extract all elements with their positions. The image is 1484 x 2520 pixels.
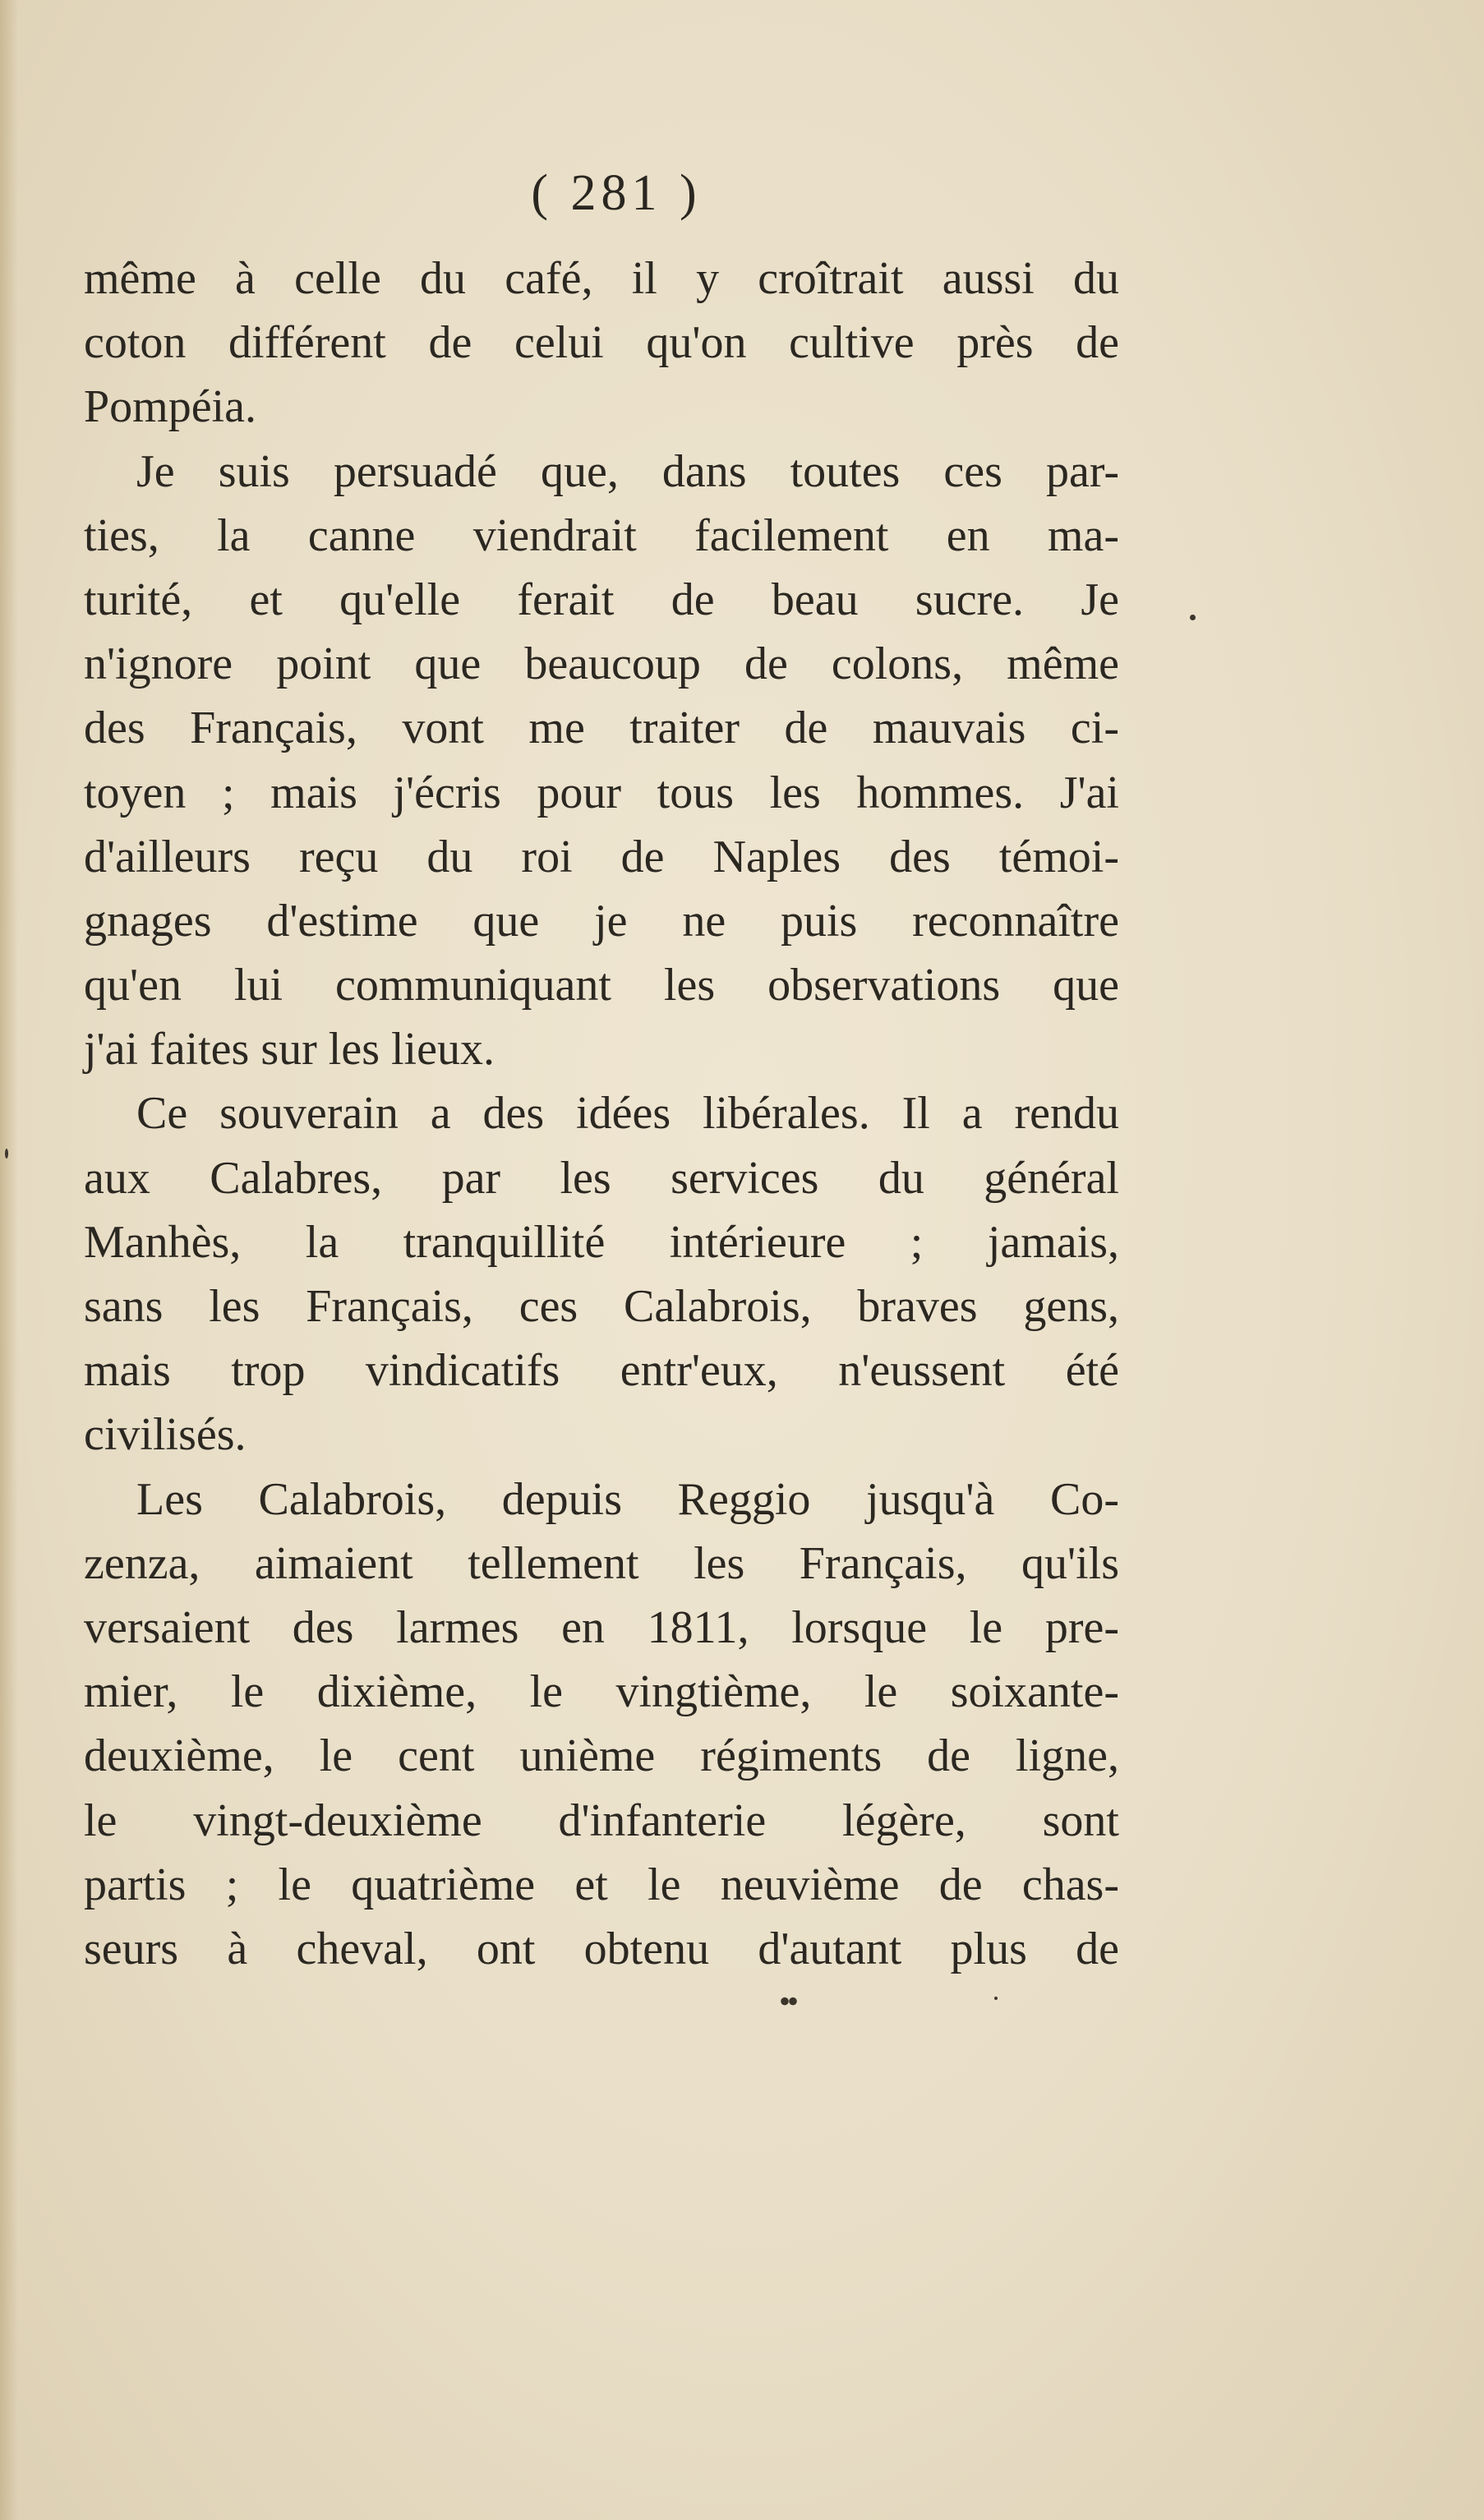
text-line: turité, et qu'elle ferait de beau sucre. Je: [84, 574, 1119, 625]
signature-mark: ••: [779, 1983, 796, 2020]
text-line: Les Calabrois, depuis Reggio jusqu'à Co-: [136, 1473, 1119, 1525]
body-text: [84, 246, 1119, 1981]
text-line: j'ai faites sur les lieux.: [84, 1024, 495, 1076]
text-line: coton différent de celui qu'on cultive près de: [84, 317, 1119, 369]
text-line: Pompéia.: [84, 381, 256, 433]
paper-speck: [1190, 615, 1196, 620]
text-line: le vingt-deuxième d'infanterie légère, sont: [84, 1794, 1119, 1846]
text-line: des Français, vont me traiter de mauvais ci-: [84, 703, 1119, 754]
text-line: mais trop vindicatifs entr'eux, n'eussent été: [84, 1345, 1119, 1397]
text-line: seurs à cheval, ont obtenu d'autant plus de: [84, 1923, 1119, 1974]
text-line: Manhès, la tranquillité intérieure ; jamais,: [84, 1216, 1119, 1268]
text-line: aux Calabres, par les services du général: [84, 1152, 1119, 1204]
text-line: Ce souverain a des idées libérales. Il a rendu: [136, 1088, 1119, 1140]
text-line: ties, la canne viendrait facilement en ma-: [84, 509, 1119, 561]
paper-speck: [5, 1149, 8, 1159]
text-line: civilisés.: [84, 1409, 247, 1461]
text-line: mier, le dixième, le vingtième, le soixante-: [84, 1666, 1119, 1718]
page-number: ( 281 ): [531, 165, 702, 221]
text-line: gnages d'estime que je ne puis reconnaître: [84, 895, 1119, 947]
text-line: n'ignore point que beaucoup de colons, même: [84, 638, 1119, 690]
text-line: Je suis persuadé que, dans toutes ces par-: [136, 445, 1119, 497]
paper-speck: [994, 1997, 998, 2000]
text-line: qu'en lui communiquant les observations que: [84, 960, 1119, 1011]
text-line: versaient des larmes en 1811, lorsque le pre-: [84, 1601, 1119, 1653]
text-line: même à celle du café, il y croîtrait aussi du: [84, 253, 1119, 304]
text-line: partis ; le quatrième et le neuvième de chas-: [84, 1859, 1119, 1910]
text-line: toyen ; mais j'écris pour tous les hommes. J'ai: [84, 767, 1119, 818]
text-line: d'ailleurs reçu du roi de Naples des témoi-: [84, 831, 1119, 882]
text-line: zenza, aimaient tellement les Français, qu'ils: [84, 1537, 1119, 1589]
text-line: sans les Français, ces Calabrois, braves gens,: [84, 1281, 1119, 1332]
text-line: deuxième, le cent unième régiments de ligne,: [84, 1730, 1119, 1782]
